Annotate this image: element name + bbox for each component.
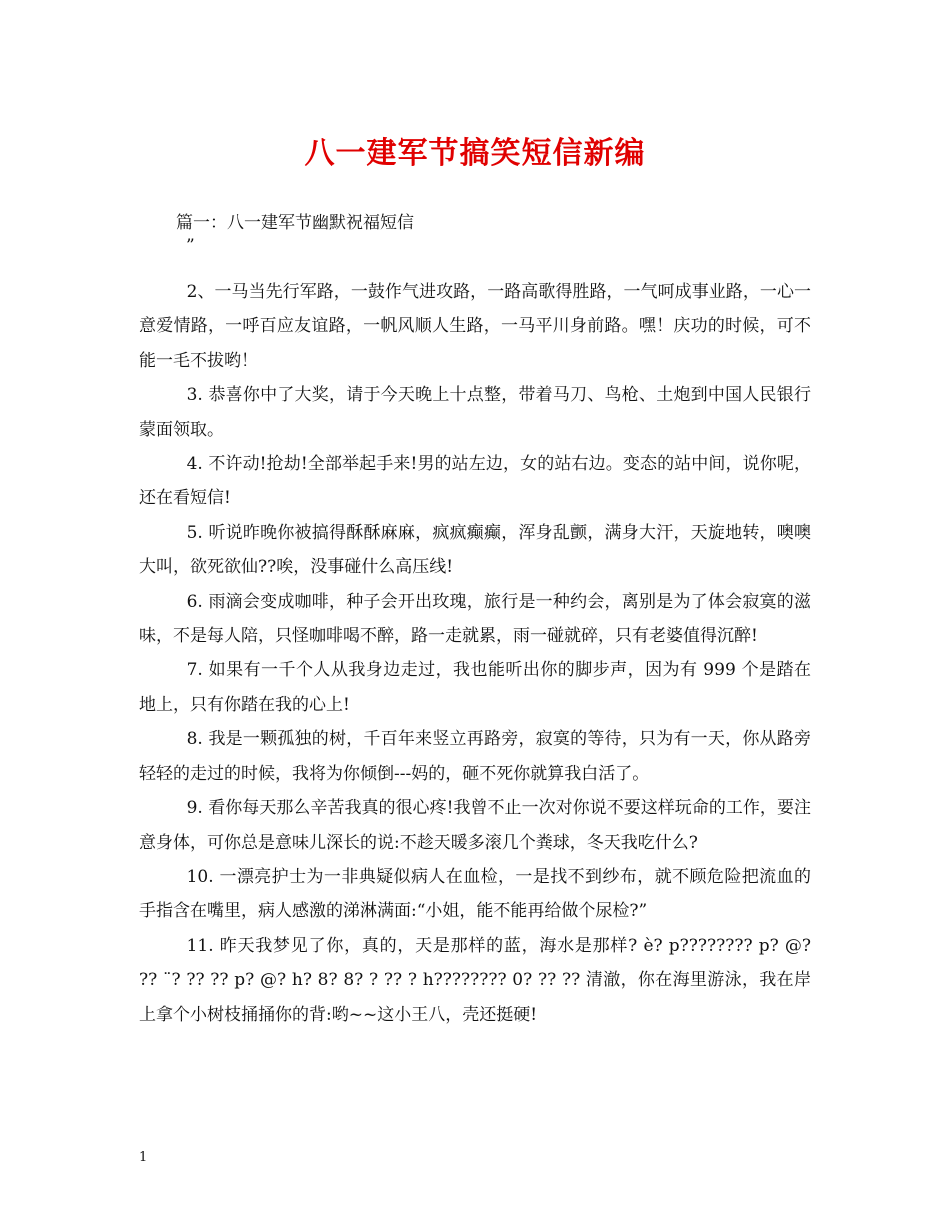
paragraph-7: 7. 如果有一千个人从我身边走过，我也能听出你的脚步声，因为有 999 个是踏在地上，只有你踏在我的心上!: [139, 660, 811, 715]
section-heading: 篇一：八一建军节幽默祝福短信: [176, 213, 414, 233]
paragraph-2: 2、一马当先行军路，一鼓作气进攻路，一路高歌得胜路，一气呵成事业路，一心一意爱情路，一呼百应友谊路，一帆风顺人生路，一马平川身前路。嘿！庆功的时候，可不能一毛不拔哟！: [139, 282, 811, 371]
paragraph-6: 6. 雨滴会变成咖啡，种子会开出玫瑰，旅行是一种约会，离别是为了体会寂寞的滋味，不是每人陪，只怪咖啡喝不醉，路一走就累，雨一碰就碎，只有老婆值得沉醉!: [139, 591, 811, 647]
document-title: 八一建军节搞笑短信新编: [304, 136, 646, 171]
page-number: 1: [139, 1150, 148, 1165]
document-body: [139, 275, 811, 1032]
paragraph-8: 8. 我是一颗孤独的树，千百年来竖立再路旁，寂寞的等待，只为有一天，你从路旁轻轻的走过的时候，我将为你倾倒---妈的，砸不死你就算我白活了。: [139, 729, 811, 784]
paragraph-3: 3. 恭喜你中了大奖，请于今天晚上十点整，带着马刀、鸟枪、土炮到中国人民银行蒙面领取。: [139, 385, 811, 440]
quote-mark: ”: [186, 236, 195, 256]
paragraph-9: 9. 看你每天那么辛苦我真的很心疼!我曾不止一次对你说不要这样玩命的工作，要注意身体，可你总是意味儿深长的说:不趁天暖多滚几个粪球，冬天我吃什么?: [139, 798, 811, 853]
paragraph-5: 5. 听说昨晚你被搞得酥酥麻麻，疯疯癫癫，浑身乱颤，满身大汗，天旋地转，噢噢大叫，欲死欲仙??唉，没事碰什么高压线!: [139, 522, 811, 578]
paragraph-4: 4. 不许动!抢劫!全部举起手来!男的站左边，女的站右边。变态的站中间，说你呢，还在看短信!: [139, 454, 811, 509]
paragraph-10: 10. 一漂亮护士为一非典疑似病人在血检，一是找不到纱布，就不顾危险把流血的手指含在嘴里，病人感激的涕淋满面:“小姐，能不能再给做个尿检?”: [139, 866, 811, 922]
paragraph-11: 11. 昨天我梦见了你，真的，天是那样的蓝，海水是那样? è? p???????? p? @? ?? ¨? ?? ?? p? @? h? 8? 8? ? ?? ? h???????? 0? ?? ?? 清澈，你在海里游泳，我在岸上拿个小树枝捅捅你的背:哟~~这小王八，壳还挺硬!: [139, 935, 811, 1025]
